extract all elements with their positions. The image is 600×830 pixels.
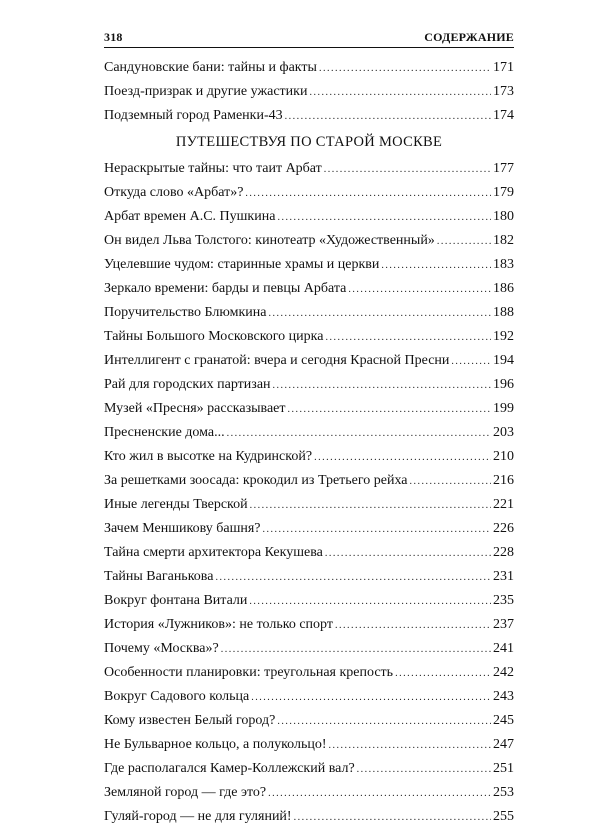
toc-entry-page: 171: [493, 60, 514, 75]
toc-entry-title: Кому известен Белый город?: [104, 713, 276, 728]
toc-entry-title: Кто жил в высотке на Кудринской?: [104, 449, 313, 464]
toc-entry: [104, 205, 514, 229]
dot-leader: [335, 614, 491, 638]
toc-entry-title: Музей «Пресня» рассказывает: [104, 401, 286, 416]
dot-leader: [268, 782, 491, 806]
toc-entry-page: 182: [493, 233, 514, 248]
dot-leader: [437, 230, 491, 254]
toc-entry-title: Откуда слово «Арбат»?: [104, 185, 244, 200]
toc-entry: [104, 685, 514, 709]
toc-entry-title: Пресненские дома...: [104, 425, 225, 440]
toc-entry-title: Зачем Меншикову башня?: [104, 521, 261, 536]
toc-entry: [104, 709, 514, 733]
toc-entry-page: 253: [493, 785, 514, 800]
running-title: СОДЕРЖАНИЕ: [424, 30, 514, 44]
toc-entry: [104, 229, 514, 253]
toc-entry: [104, 253, 514, 277]
dot-leader: [277, 206, 491, 230]
toc-entry: [104, 517, 514, 541]
toc-entry: [104, 613, 514, 637]
toc-entry-page: 177: [493, 161, 514, 176]
toc-entry: [104, 565, 514, 589]
toc-entry-title: Сандуновские бани: тайны и факты: [104, 60, 317, 75]
dot-leader: [329, 734, 492, 758]
toc-entry-page: 235: [493, 593, 514, 608]
dot-leader: [250, 494, 491, 518]
toc-entry: [104, 541, 514, 565]
dot-leader: [285, 105, 491, 129]
toc-entry-page: 245: [493, 713, 514, 728]
toc-entry-title: Он видел Льва Толстого: кинотеатр «Художественный»: [104, 233, 435, 248]
toc-entry-page: 179: [493, 185, 514, 200]
toc-entry-page: 216: [493, 473, 514, 488]
toc-entry-page: 174: [493, 108, 514, 123]
dot-leader: [395, 662, 491, 686]
section-heading: ПУТЕШЕСТВУЯ ПО СТАРОЙ МОСКВЕ: [175, 134, 443, 150]
running-header: [104, 30, 514, 45]
toc-entry-page: 242: [493, 665, 514, 680]
toc-entry-title: За решетками зоосада: крокодил из Третьего рейха: [104, 473, 408, 488]
toc-entry: [104, 469, 514, 493]
toc-entry-title: Тайны Большого Московского цирка: [104, 329, 324, 344]
toc-entry-title: Тайны Ваганькова: [104, 569, 214, 584]
dot-leader: [227, 422, 491, 446]
toc-entry-page: 183: [493, 257, 514, 272]
toc-entry: [104, 56, 514, 80]
dot-leader: [325, 542, 491, 566]
toc-entry-page: 196: [493, 377, 514, 392]
toc-entry-title: Нераскрытые тайны: что таит Арбат: [104, 161, 322, 176]
dot-leader: [273, 374, 491, 398]
toc-entry-page: 194: [493, 353, 514, 368]
toc-entry: [104, 104, 514, 128]
toc-entry-page: 243: [493, 689, 514, 704]
dot-leader: [288, 398, 491, 422]
toc-entry-page: 237: [493, 617, 514, 632]
toc-entry: [104, 805, 514, 829]
toc-entry-title: Иные легенды Тверской: [104, 497, 248, 512]
toc-entry-page: 226: [493, 521, 514, 536]
dot-leader: [294, 806, 491, 830]
toc-entry-title: Зеркало времени: барды и певцы Арбата: [104, 281, 347, 296]
toc-entry: [104, 493, 514, 517]
toc-entry-title: Особенности планировки: треугольная крепость: [104, 665, 394, 680]
toc-entry-title: Гуляй-город — не для гуляний!: [104, 809, 292, 824]
toc-entry-page: 173: [493, 84, 514, 99]
toc-entry-page: 192: [493, 329, 514, 344]
toc-entry-page: 203: [493, 425, 514, 440]
toc-entry: [104, 637, 514, 661]
toc-list-section: [104, 157, 514, 829]
toc-entry-title: Интеллигент с гранатой: вчера и сегодня Красной Пресни: [104, 353, 450, 368]
dot-leader: [357, 758, 491, 782]
toc-entry: [104, 445, 514, 469]
toc-entry: [104, 757, 514, 781]
page-number: 318: [104, 30, 123, 44]
dot-leader: [245, 182, 491, 206]
toc-entry-title: Рай для городских партизан: [104, 377, 271, 392]
toc-entry-page: 188: [493, 305, 514, 320]
dot-leader: [277, 710, 491, 734]
toc-entry-title: Где располагался Камер-Коллежский вал?: [104, 761, 355, 776]
toc-entry: [104, 301, 514, 325]
toc-entry-title: Почему «Москва»?: [104, 641, 219, 656]
toc-entry-title: История «Лужников»: не только спорт: [104, 617, 333, 632]
toc-entry: [104, 325, 514, 349]
dot-leader: [381, 254, 491, 278]
toc-entry-page: 251: [493, 761, 514, 776]
toc-entry-page: 255: [493, 809, 514, 824]
toc-entry: [104, 421, 514, 445]
toc-entry-page: 221: [493, 497, 514, 512]
toc-entry-title: Поручительство Блюмкина: [104, 305, 267, 320]
dot-leader: [215, 566, 491, 590]
toc-entry-page: 247: [493, 737, 514, 752]
toc-entry-title: Вокруг фонтана Витали: [104, 593, 248, 608]
toc-entry: [104, 157, 514, 181]
toc-entry-page: 210: [493, 449, 514, 464]
dot-leader: [325, 326, 491, 350]
toc-entry-title: Поезд-призрак и другие ужастики: [104, 84, 308, 99]
toc-entry-page: 231: [493, 569, 514, 584]
dot-leader: [324, 158, 491, 182]
dot-leader: [348, 278, 491, 302]
toc-entry: [104, 181, 514, 205]
toc-entry: [104, 373, 514, 397]
toc-entry: [104, 781, 514, 805]
dot-leader: [314, 446, 491, 470]
dot-leader: [451, 350, 491, 374]
header-rule: [104, 47, 514, 48]
dot-leader: [221, 638, 491, 662]
toc-entry-page: 180: [493, 209, 514, 224]
toc-entry-title: Арбат времен А.С. Пушкина: [104, 209, 276, 224]
toc-entry: [104, 661, 514, 685]
toc-entry-page: 199: [493, 401, 514, 416]
dot-leader: [309, 81, 491, 105]
toc-entry: [104, 349, 514, 373]
toc-entry: [104, 397, 514, 421]
toc-entry-title: Вокруг Садового кольца: [104, 689, 250, 704]
toc-entry-title: Тайна смерти архитектора Кекушева: [104, 545, 323, 560]
toc-entry: [104, 80, 514, 104]
toc-entry-page: 186: [493, 281, 514, 296]
toc-entry: [104, 589, 514, 613]
toc-entry-title: Земляной город — где это?: [104, 785, 267, 800]
toc-entry-title: Не Бульварное кольцо, а полукольцо!: [104, 737, 327, 752]
toc-entry: [104, 733, 514, 757]
toc-entry-page: 241: [493, 641, 514, 656]
dot-leader: [268, 302, 491, 326]
toc-entry: [104, 277, 514, 301]
dot-leader: [251, 686, 491, 710]
dot-leader: [319, 57, 491, 81]
dot-leader: [249, 590, 491, 614]
toc-entry-title: Уцелевшие чудом: старинные храмы и церкви: [104, 257, 380, 272]
toc-entry-title: Подземный город Раменки-43: [104, 108, 283, 123]
dot-leader: [410, 470, 491, 494]
toc-list-continued: [104, 56, 514, 128]
toc-entry-page: 228: [493, 545, 514, 560]
dot-leader: [263, 518, 491, 542]
